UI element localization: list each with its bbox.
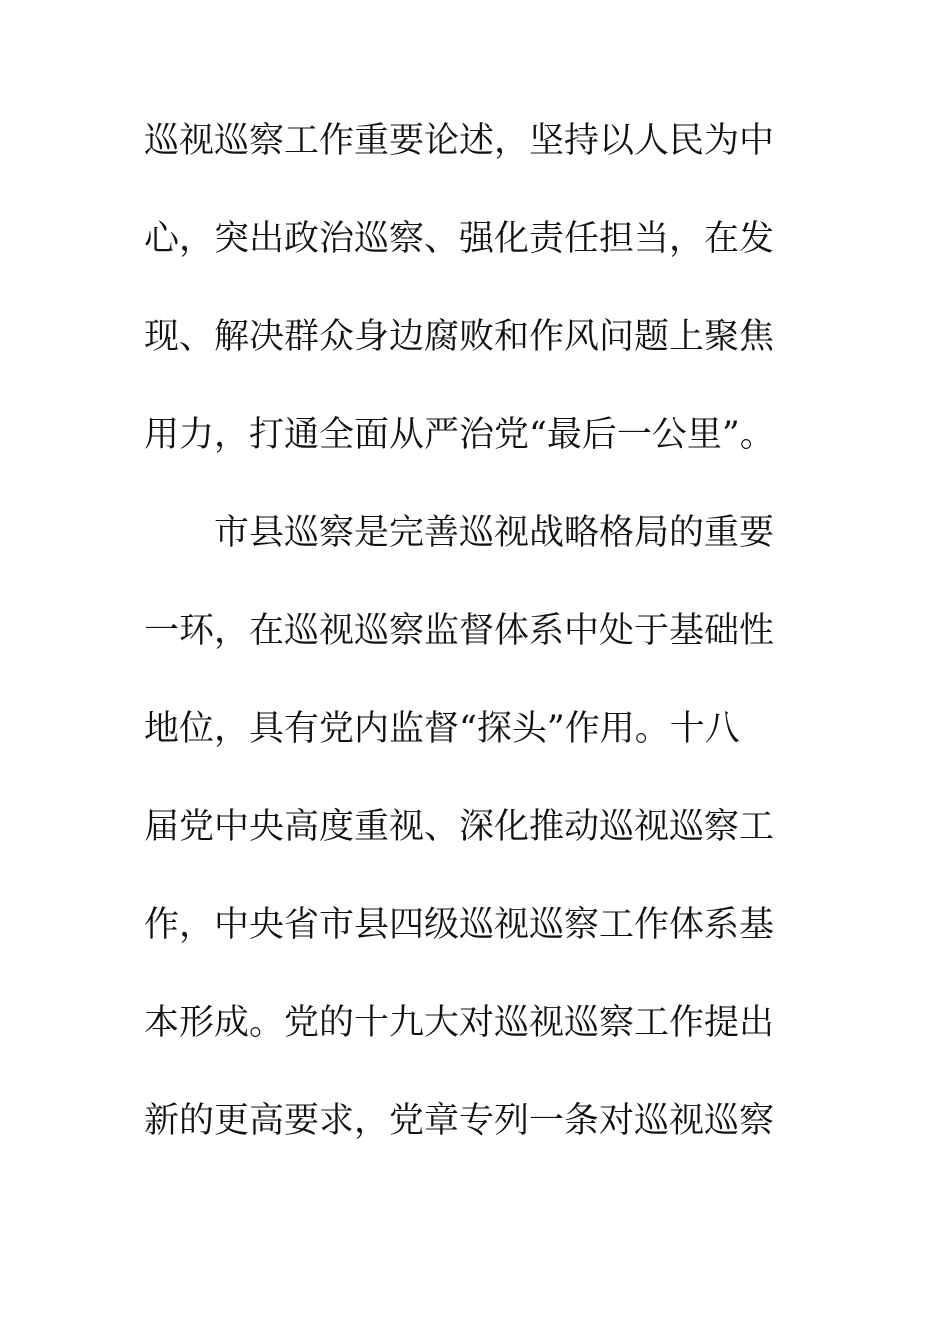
body-text bbox=[144, 121, 804, 1202]
text-line: 地位，具有党内监督“探头”作用。十八 bbox=[144, 709, 740, 749]
text-line: 作，中央省市县四级巡视巡察工作体系基 bbox=[144, 905, 775, 945]
paragraph-first-line: 市县巡察是完善巡视战略格局的重要 bbox=[214, 513, 775, 553]
text-line: 现、解决群众身边腐败和作风问题上聚焦 bbox=[144, 317, 775, 357]
text-line: 一环，在巡视巡察监督体系中处于基础性 bbox=[144, 611, 775, 651]
text-line: 新的更高要求，党章专列一条对巡视巡察 bbox=[144, 1101, 775, 1141]
text-line: 心，突出政治巡察、强化责任担当，在发 bbox=[144, 219, 775, 259]
text-line: 用力，打通全面从严治党“最后一公里”。 bbox=[144, 415, 775, 455]
text-line: 届党中央高度重视、深化推动巡视巡察工 bbox=[144, 807, 775, 847]
text-line: 巡视巡察工作重要论述，坚持以人民为中 bbox=[144, 121, 775, 161]
text-line: 本形成。党的十九大对巡视巡察工作提出 bbox=[144, 1003, 775, 1043]
